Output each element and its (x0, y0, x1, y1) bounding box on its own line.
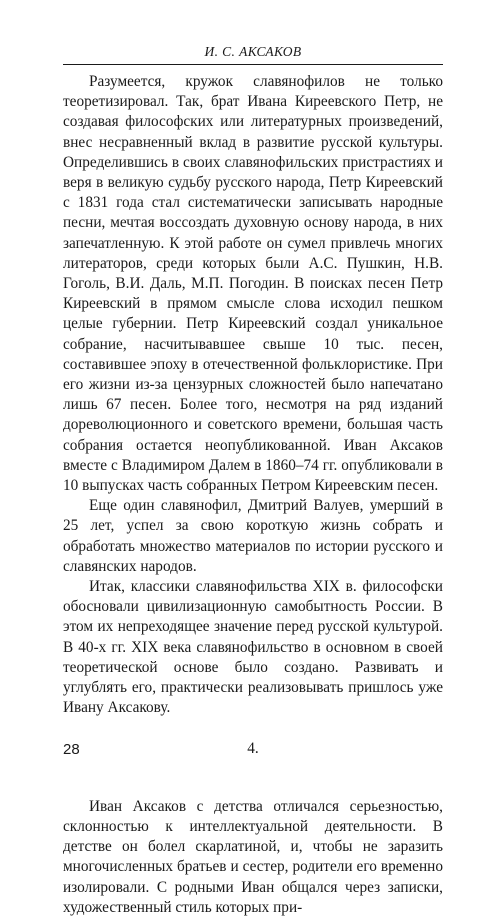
section-number: 4. (247, 739, 259, 757)
paragraph: Иван Аксаков с детства отличался серьезностью, склонностью к интеллектуальной деятельности. В детстве он болел скарлатиной, и, чтобы не заразить многочисленных братьев и сестер, родители его временно изолировали. С родными Иван общался через записки, художественный стиль которых при- (63, 797, 443, 916)
paragraph: Итак, классики славянофильства XIX в. философски обосновали цивилизационную самобытность России. В этом их непреходящее значение перед русской культурой. В 40-х гг. XIX века славянофильство в основном в своей теоретической основе было создано. Развивать и углублять его, практически реализовывать пришлось уже Ивану Аксакову. (63, 578, 443, 717)
paragraph: Еще один славянофил, Дмитрий Валуев, умерший в 25 лет, успел за свою короткую жизнь собрать и обработать множество материалов по истории русского и славянских народов. (63, 497, 443, 575)
paragraph: Разумеется, кружок славянофилов не только теоретизировал. Так, брат Ивана Киреевского Петр, не создавая философских или литературных произведений, внес несравненный вклад в развитие русской культуры. Определившись в своих славянофильских пристрастиях и веря в великую судьбу русского народа, Петр Киреевский с 1831 года стал систематически записывать народные песни, мечтая воссоздать духовную основу народа, в них запечатленную. К этой работе он сумел привлечь многих литераторов, среди которых были А.С. Пушкин, Н.В. Гоголь, В.И. Даль, М.П. Погодин. В поисках песен Петр Киреевский в прямом смысле слова исходил пешком целые губернии. Петр Киреевский создал уникальное собрание, насчитывавшее свыше 10 тыс. песен, составившее эпоху в отечественной фольклористике. При его жизни из-за цензурных сложностей было напечатано лишь 67 песен. Более того, несмотря на ряд изданий дореволюционного и советского времени, большая часть собрания остается неопубликованной. Иван Аксаков вместе с Владимиром Далем в 1860–74 гг. опубликовали в 10 выпусках часть собранных Петром Киреевским песен. (63, 73, 443, 495)
running-head-title: И. С. АКСАКОВ (204, 44, 302, 59)
header-rule (63, 64, 443, 65)
body-text (63, 72, 443, 918)
page-number: 28 (63, 741, 80, 758)
